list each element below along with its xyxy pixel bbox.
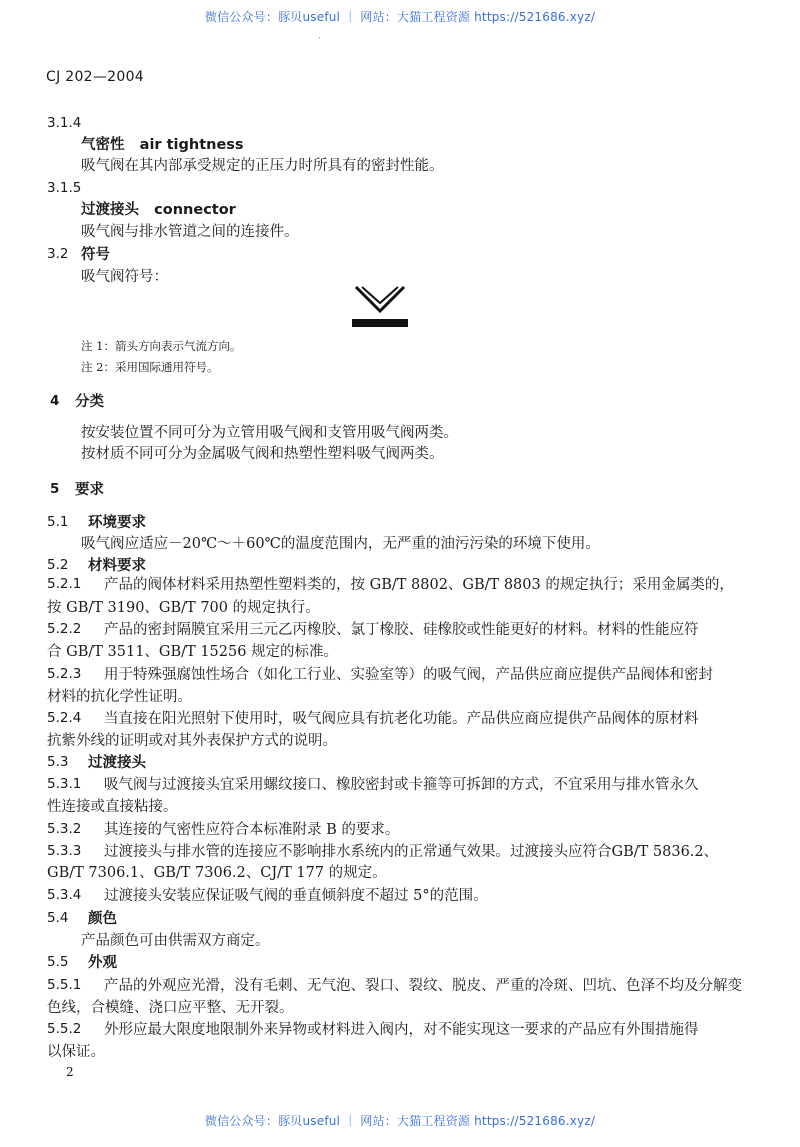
section-number: 3.1.5 [47, 180, 82, 196]
section-number: 3.2 [47, 246, 69, 262]
air-admittance-valve-symbol-icon [350, 283, 410, 331]
clause-text: 按 GB/T 3190、GB/T 700 的规定执行。 [47, 600, 320, 616]
clause-text: 外形应最大限度地限制外来异物或材料进入阀内，对不能实现这一要求的产品应有外围措施得 [104, 1022, 699, 1038]
clause-text: 产品的密封隔膜宜采用三元乙丙橡胶、氯丁橡胶、硅橡胶或性能更好的材料。材料的性能应符 [104, 622, 699, 638]
watermark-bottom: 微信公众号：豚贝useful ｜ 网站：大猫工程资源 https://521686.xyz/ [204, 1114, 596, 1128]
term-definition: 吸气阀与排水管道之间的连接件。 [81, 224, 299, 240]
clause-text: 产品的阀体材料采用热塑性塑料类的，按 GB/T 8802、GB/T 8803 的规定执行；采用金属类的， [104, 577, 734, 593]
clause-text: 其连接的气密性应符合本标准附录 B 的要求。 [104, 822, 400, 838]
standard-code: CJ 202—2004 [46, 69, 145, 85]
clause-number: 5.3.2 [47, 821, 82, 837]
clause-text: 当直接在阳光照射下使用时，吸气阀应具有抗老化功能。产品供应商应提供产品阀体的原材料 [104, 711, 699, 727]
symbol-caption: 吸气阀符号： [81, 269, 168, 285]
section-number: 5 [50, 481, 60, 497]
watermark-top: 微信公众号：豚贝useful ｜ 网站：大猫工程资源 https://521686.xyz/ [204, 10, 596, 24]
section-title: 材料要求 [88, 558, 146, 574]
note-2: 注 2：采用国际通用符号。 [81, 360, 219, 374]
section-number: 5.2 [47, 557, 69, 573]
clause-text: 过渡接头与排水管的连接应不影响排水系统内的正常通气效果。过渡接头应符合GB/T 5836.2、 [104, 844, 719, 860]
section-number: 5.5 [47, 954, 69, 970]
section-title: 符号 [81, 247, 110, 263]
clause-text: 过渡接头安装应保证吸气阀的垂直倾斜度不超过 5°的范围。 [104, 888, 488, 904]
clause-number: 5.2.2 [47, 621, 82, 637]
paragraph: 产品颜色可由供需双方商定。 [81, 933, 270, 949]
clause-text: 吸气阀与过渡接头宜采用螺纹接口、橡胶密封或卡箍等可拆卸的方式，不宜采用与排水管永久 [104, 777, 699, 793]
section-number: 4 [50, 393, 60, 409]
paragraph: 按材质不同可分为金属吸气阀和热塑性塑料吸气阀两类。 [81, 446, 444, 462]
clause-number: 5.3.3 [47, 843, 82, 859]
clause-number: 5.2.4 [47, 710, 82, 726]
clause-text: GB/T 7306.1、GB/T 7306.2、CJ/T 177 的规定。 [47, 865, 387, 881]
section-title: 要求 [75, 482, 104, 498]
section-title: 环境要求 [88, 515, 146, 531]
clause-number: 5.5.2 [47, 1021, 82, 1037]
clause-text: 性连接或直接粘接。 [47, 799, 178, 815]
clause-text: 产品的外观应光滑，没有毛刺、无气泡、裂口、裂纹、脱皮、严重的冷斑、凹坑、色泽不均及分解变 [104, 978, 742, 994]
section-title: 外观 [88, 955, 117, 971]
section-title: 颜色 [88, 911, 117, 927]
section-title: 过渡接头 [88, 755, 146, 771]
scan-dot: · [318, 34, 321, 44]
clause-text: 抗紫外线的证明或对其外表保护方式的说明。 [47, 733, 337, 749]
section-title: 分类 [75, 394, 104, 410]
section-number: 5.1 [47, 514, 69, 530]
paragraph: 吸气阀应适应－20℃～＋60℃的温度范围内，无严重的油污污染的环境下使用。 [81, 536, 600, 552]
clause-text: 以保证。 [47, 1044, 105, 1060]
clause-number: 5.3.1 [47, 776, 82, 792]
term-definition: 吸气阀在其内部承受规定的正压力时所具有的密封性能。 [81, 158, 444, 174]
note-1: 注 1：箭头方向表示气流方向。 [81, 339, 242, 353]
section-number: 3.1.4 [47, 115, 82, 131]
clause-text: 色线，合模缝、浇口应平整、无开裂。 [47, 1000, 294, 1016]
page-number: 2 [66, 1065, 74, 1079]
clause-text: 合 GB/T 3511、GB/T 15256 规定的标准。 [47, 644, 339, 660]
clause-text: 用于特殊强腐蚀性场合（如化工行业、实验室等）的吸气阀，产品供应商应提供产品阀体和密封 [104, 667, 713, 683]
clause-number: 5.3.4 [47, 887, 82, 903]
clause-number: 5.2.1 [47, 576, 82, 592]
term-heading: 气密性 air tightness [81, 137, 244, 153]
section-number: 5.4 [47, 910, 69, 926]
clause-number: 5.2.3 [47, 666, 82, 682]
term-heading: 过渡接头 connector [81, 202, 236, 218]
clause-text: 材料的抗化学性证明。 [47, 689, 192, 705]
clause-number: 5.5.1 [47, 977, 82, 993]
section-number: 5.3 [47, 754, 69, 770]
paragraph: 按安装位置不同可分为立管用吸气阀和支管用吸气阀两类。 [81, 425, 458, 441]
